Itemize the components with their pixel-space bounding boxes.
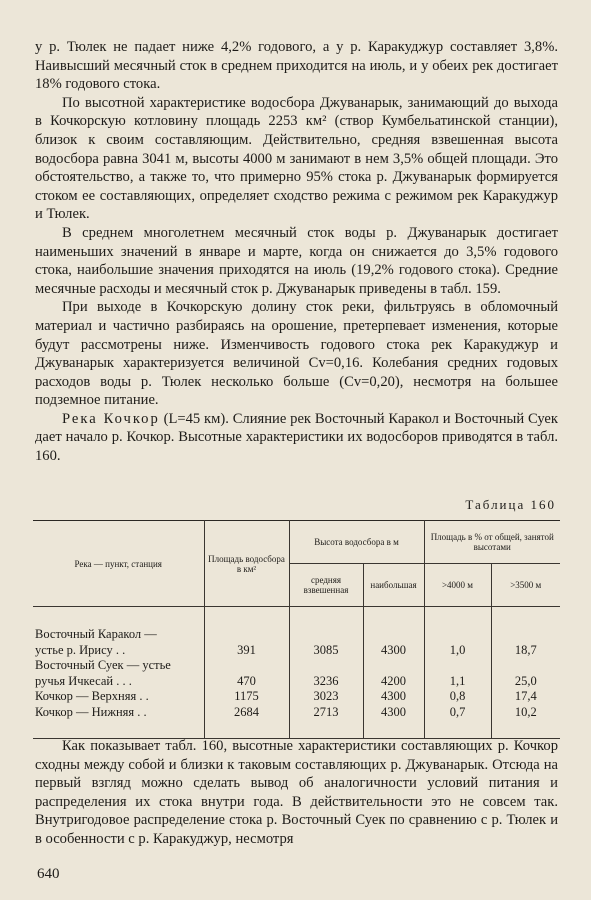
- table-row: [33, 643, 560, 659]
- cell-river: ручья Ичкесай . . .: [33, 674, 204, 690]
- paragraph-2: По высотной характеристике водосбора Джуванарык, занимающий до выхода в Кочкорскую котловину площадь 2253 км² (створ Кумбельатинской станции), близок к своим составляющим. Действительно, средняя взвешенная высота водосбора равна 3041 м, высоты 4000 м занимают в нем 3,5% общей площади. Это обстоятельство, а также то, что примерно 95% стока р. Джуванарык формируется стоком ее составляющих, определяет сходство режима с режимом рек Каракуджур и Тюлек.: [35, 94, 558, 223]
- header-height-max: наибольшая: [363, 564, 424, 607]
- table-row: [33, 607, 560, 643]
- cell-mean: 3085: [289, 643, 363, 659]
- cell-area: 470: [204, 674, 289, 690]
- cell-area: [204, 658, 289, 674]
- cell-max: [363, 658, 424, 674]
- data-table: [33, 520, 560, 739]
- cell-area: 2684: [204, 705, 289, 739]
- cell-mean: [289, 607, 363, 643]
- cell-share-4000: [424, 607, 491, 643]
- cell-share-3500: 18,7: [491, 643, 560, 659]
- cell-share-3500: 17,4: [491, 689, 560, 705]
- kochkor-text: Слияние рек Восточный Каракол и Восточный Суек дает начало р. Кочкор. Высотные характеристики их водосборов приводятся в табл. 160.: [35, 410, 558, 465]
- header-share-3500: >3500 м: [491, 564, 560, 607]
- header-share-4000: >4000 м: [424, 564, 491, 607]
- table-row: [33, 674, 560, 690]
- kochkor-length: (L=45 км).: [163, 410, 229, 427]
- cell-area: 1175: [204, 689, 289, 705]
- cell-max: 4300: [363, 643, 424, 659]
- bottom-text: [35, 737, 558, 849]
- header-height-mean: средняя взвешенная: [289, 564, 363, 607]
- page-number: 640: [37, 866, 60, 882]
- cell-area: 391: [204, 643, 289, 659]
- cell-share-4000: 1,0: [424, 643, 491, 659]
- top-text: [35, 38, 558, 466]
- cell-river: устье р. Ирису . .: [33, 643, 204, 659]
- table-title: Таблица 160: [465, 497, 556, 512]
- kochkor-heading: Река Кочкор: [62, 410, 160, 427]
- paragraph-kochkor: [35, 410, 558, 466]
- cell-max: 4300: [363, 689, 424, 705]
- cell-mean: [289, 658, 363, 674]
- header-river: Река — пункт, станция: [33, 521, 204, 607]
- header-area: Площадь водосбора в км²: [204, 521, 289, 607]
- cell-share-4000: 1,1: [424, 674, 491, 690]
- cell-mean: 2713: [289, 705, 363, 739]
- cell-max: 4200: [363, 674, 424, 690]
- cell-river: Восточный Суек — устье: [33, 658, 204, 674]
- cell-mean: 3023: [289, 689, 363, 705]
- cell-share-3500: 25,0: [491, 674, 560, 690]
- table-row: [33, 689, 560, 705]
- cell-river: Кочкор — Верхняя . .: [33, 689, 204, 705]
- cell-area: [204, 607, 289, 643]
- header-share-group: Площадь в % от общей, занятой высотами: [424, 521, 560, 564]
- cell-mean: 3236: [289, 674, 363, 690]
- cell-river: Кочкор — Нижняя . .: [33, 705, 204, 739]
- cell-share-3500: [491, 607, 560, 643]
- table-row: [33, 705, 560, 739]
- cell-share-4000: 0,8: [424, 689, 491, 705]
- paragraph-3: В среднем многолетнем месячный сток воды р. Джуванарык достигает наименьших значений в январе и марте, когда он снижается до 3,5% годового стока, наибольшие значения приходятся на июль (19,2% годового стока). Средние месячные расходы и месячный сток р. Джуванарык приведены в табл. 159.: [35, 224, 558, 297]
- cell-share-3500: 10,2: [491, 705, 560, 739]
- cell-share-4000: [424, 658, 491, 674]
- cell-max: 4300: [363, 705, 424, 739]
- header-height-group: Высота водосбора в м: [289, 521, 424, 564]
- cell-river: Восточный Каракол —: [33, 607, 204, 643]
- cell-share-3500: [491, 658, 560, 674]
- paragraph-4: При выходе в Кочкорскую долину сток реки, фильтруясь в обломочный материал и частично разбираясь на орошение, претерпевает изменения, которые будут рассмотрены ниже. Изменчивость годового стока рек Каракуджур и Джуванарык характеризуется величиной Cv=0,16. Колебания средних годовых расходов воды р. Тюлек несколько больше (Cv=0,20), несмотря на большее подземное питание.: [35, 299, 558, 409]
- table-row: [33, 658, 560, 674]
- cell-max: [363, 607, 424, 643]
- paragraph-bottom: Как показывает табл. 160, высотные характеристики составляющих р. Кочкор сходны между собой и близки к таковым составляющих р. Джуванарык. Отсюда на первый взгляд можно сделать вывод об аналогичности условий питания и распределения их стока внутри года. В действительности это не совсем так. Внутригодовое распределение стока р. Восточный Суек по сравнению с р. Тюлек и в особенности с р. Каракуджур, несмотря: [35, 738, 558, 847]
- paragraph-1: у р. Тюлек не падает ниже 4,2% годового, а у р. Каракуджур составляет 3,8%. Наивысший месячный сток в среднем приходится на июль, и у обеих рек достигает 18% годового стока.: [35, 39, 558, 93]
- cell-share-4000: 0,7: [424, 705, 491, 739]
